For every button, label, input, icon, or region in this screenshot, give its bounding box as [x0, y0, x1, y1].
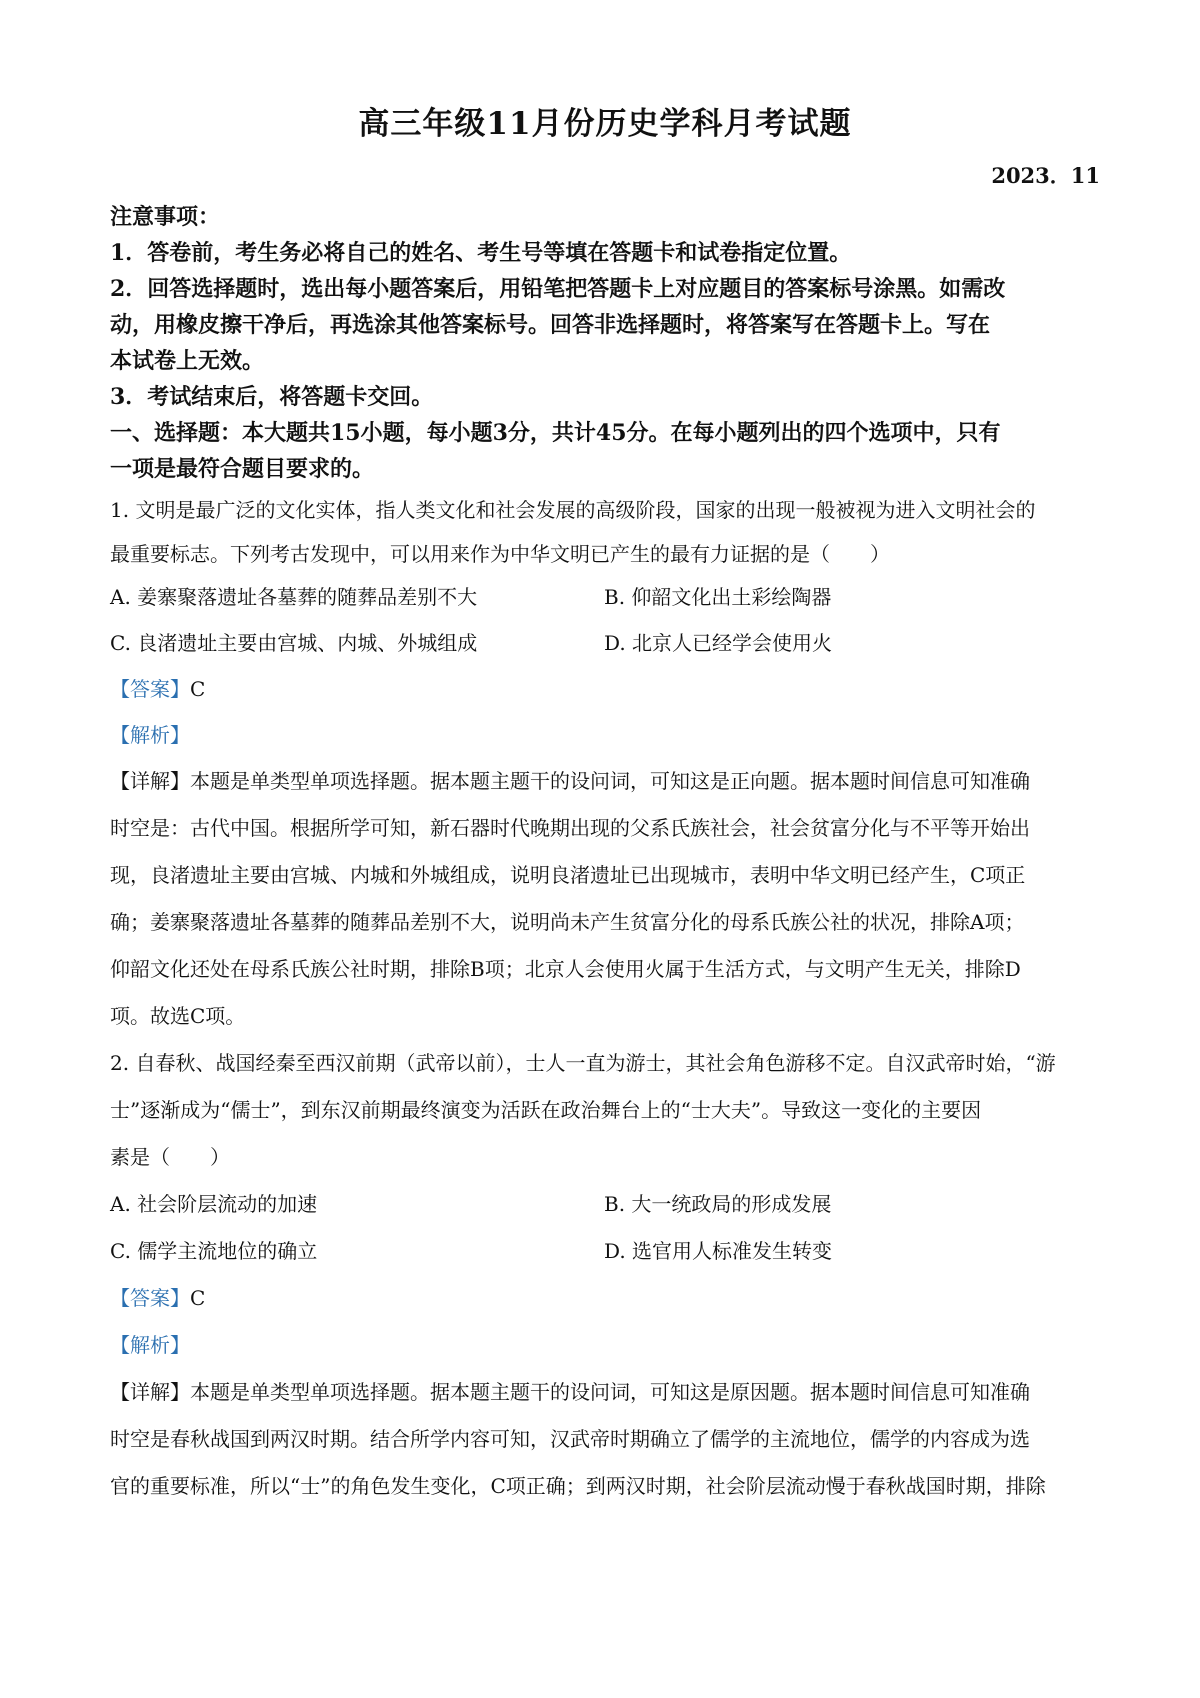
q2-answer-value: C	[190, 1286, 206, 1310]
q1-answer	[110, 673, 205, 702]
exam-date: 2023．11	[991, 163, 1100, 188]
q1-stem-line-2: 最重要标志。下列考古发现中，可以用来作为中华文明已产生的最有力证据的是（ ）	[110, 542, 890, 566]
q1-stem-line-1: 1. 文明是最广泛的文化实体，指人类文化和社会发展的高级阶段，国家的出现一般被视为进入文明社会的	[110, 498, 1036, 522]
q2-option-d: D. 选官用人标准发生转变	[604, 1239, 833, 1263]
q2-answer-tag: 【答案】	[110, 1286, 190, 1310]
notice-item-3: 3．考试结束后，将答题卡交回。	[110, 384, 434, 410]
q1-detail-line-3: 现，良渚遗址主要由宫城、内城和外城组成，说明良渚遗址已出现城市，表明中华文明已经产生，C项正	[110, 863, 1026, 887]
q1-detail-line-1: 【详解】本题是单类型单项选择题。据本题主题干的设问词，可知这是正向题。据本题时间信息可知准确	[110, 769, 1030, 793]
q1-answer-tag: 【答案】	[110, 677, 190, 701]
q1-detail-line-2: 时空是：古代中国。根据所学可知，新石器时代晚期出现的父系氏族社会，社会贫富分化与不平等开始出	[110, 816, 1030, 840]
q2-option-a: A. 社会阶层流动的加速	[110, 1192, 318, 1216]
q2-stem-line-3: 素是（ ）	[110, 1145, 230, 1169]
q1-detail-line-6: 项。故选C项。	[110, 1004, 246, 1028]
q1-analysis-tag: 【解析】	[110, 723, 190, 747]
q1-detail-line-5: 仰韶文化还处在母系氏族公社时期，排除B项；北京人会使用火属于生活方式，与文明产生无关，排除D	[110, 957, 1021, 981]
page-title: 高三年级11月份历史学科月考试题	[358, 106, 852, 142]
q2-option-c: C. 儒学主流地位的确立	[110, 1239, 318, 1263]
q1-option-a: A. 姜寨聚落遗址各墓葬的随葬品差别不大	[110, 585, 478, 609]
q1-answer-value: C	[190, 677, 206, 701]
q2-stem-line-1: 2. 自春秋、战国经秦至西汉前期（武帝以前），士人一直为游士，其社会角色游移不定。自汉武帝时始，“游	[110, 1051, 1056, 1075]
q1-detail-line-4: 确；姜寨聚落遗址各墓葬的随葬品差别不大，说明尚未产生贫富分化的母系氏族公社的状况，排除A项；	[110, 910, 1025, 934]
notice-item-2-line-3: 本试卷上无效。	[110, 348, 265, 374]
q2-detail-line-3: 官的重要标准，所以“士”的角色发生变化，C项正确；到两汉时期，社会阶层流动慢于春秋战国时期，排除	[110, 1474, 1046, 1498]
q2-analysis-tag: 【解析】	[110, 1333, 190, 1357]
q1-option-d: D. 北京人已经学会使用火	[604, 631, 833, 655]
notice-item-2-line-1: 2．回答选择题时，选出每小题答案后，用铅笔把答题卡上对应题目的答案标号涂黑。如需改	[110, 276, 1006, 302]
q2-detail-line-2: 时空是春秋战国到两汉时期。结合所学内容可知，汉武帝时期确立了儒学的主流地位，儒学的内容成为选	[110, 1427, 1030, 1451]
q1-option-b: B. 仰韶文化出土彩绘陶器	[604, 585, 832, 609]
notice-item-2-line-2: 动，用橡皮擦干净后，再选涂其他答案标号。回答非选择题时，将答案写在答题卡上。写在	[110, 312, 991, 338]
q1-option-c: C. 良渚遗址主要由宫城、内城、外城组成	[110, 631, 478, 655]
q2-answer	[110, 1282, 205, 1311]
notice-heading: 注意事项：	[110, 204, 221, 230]
notice-item-1: 1．答卷前，考生务必将自己的姓名、考生号等填在答题卡和试卷指定位置。	[110, 240, 852, 266]
q2-stem-line-2: 士”逐渐成为“儒士”，到东汉前期最终演变为活跃在政治舞台上的“士大夫”。导致这一变化的主要因	[110, 1098, 982, 1122]
q2-option-b: B. 大一统政局的形成发展	[604, 1192, 832, 1216]
section-heading-line-1: 一、选择题：本大题共15小题，每小题3分，共计45分。在每小题列出的四个选项中，只有	[110, 420, 1001, 446]
section-heading-line-2: 一项是最符合题目要求的。	[110, 456, 375, 482]
q2-detail-line-1: 【详解】本题是单类型单项选择题。据本题主题干的设问词，可知这是原因题。据本题时间信息可知准确	[110, 1380, 1030, 1404]
